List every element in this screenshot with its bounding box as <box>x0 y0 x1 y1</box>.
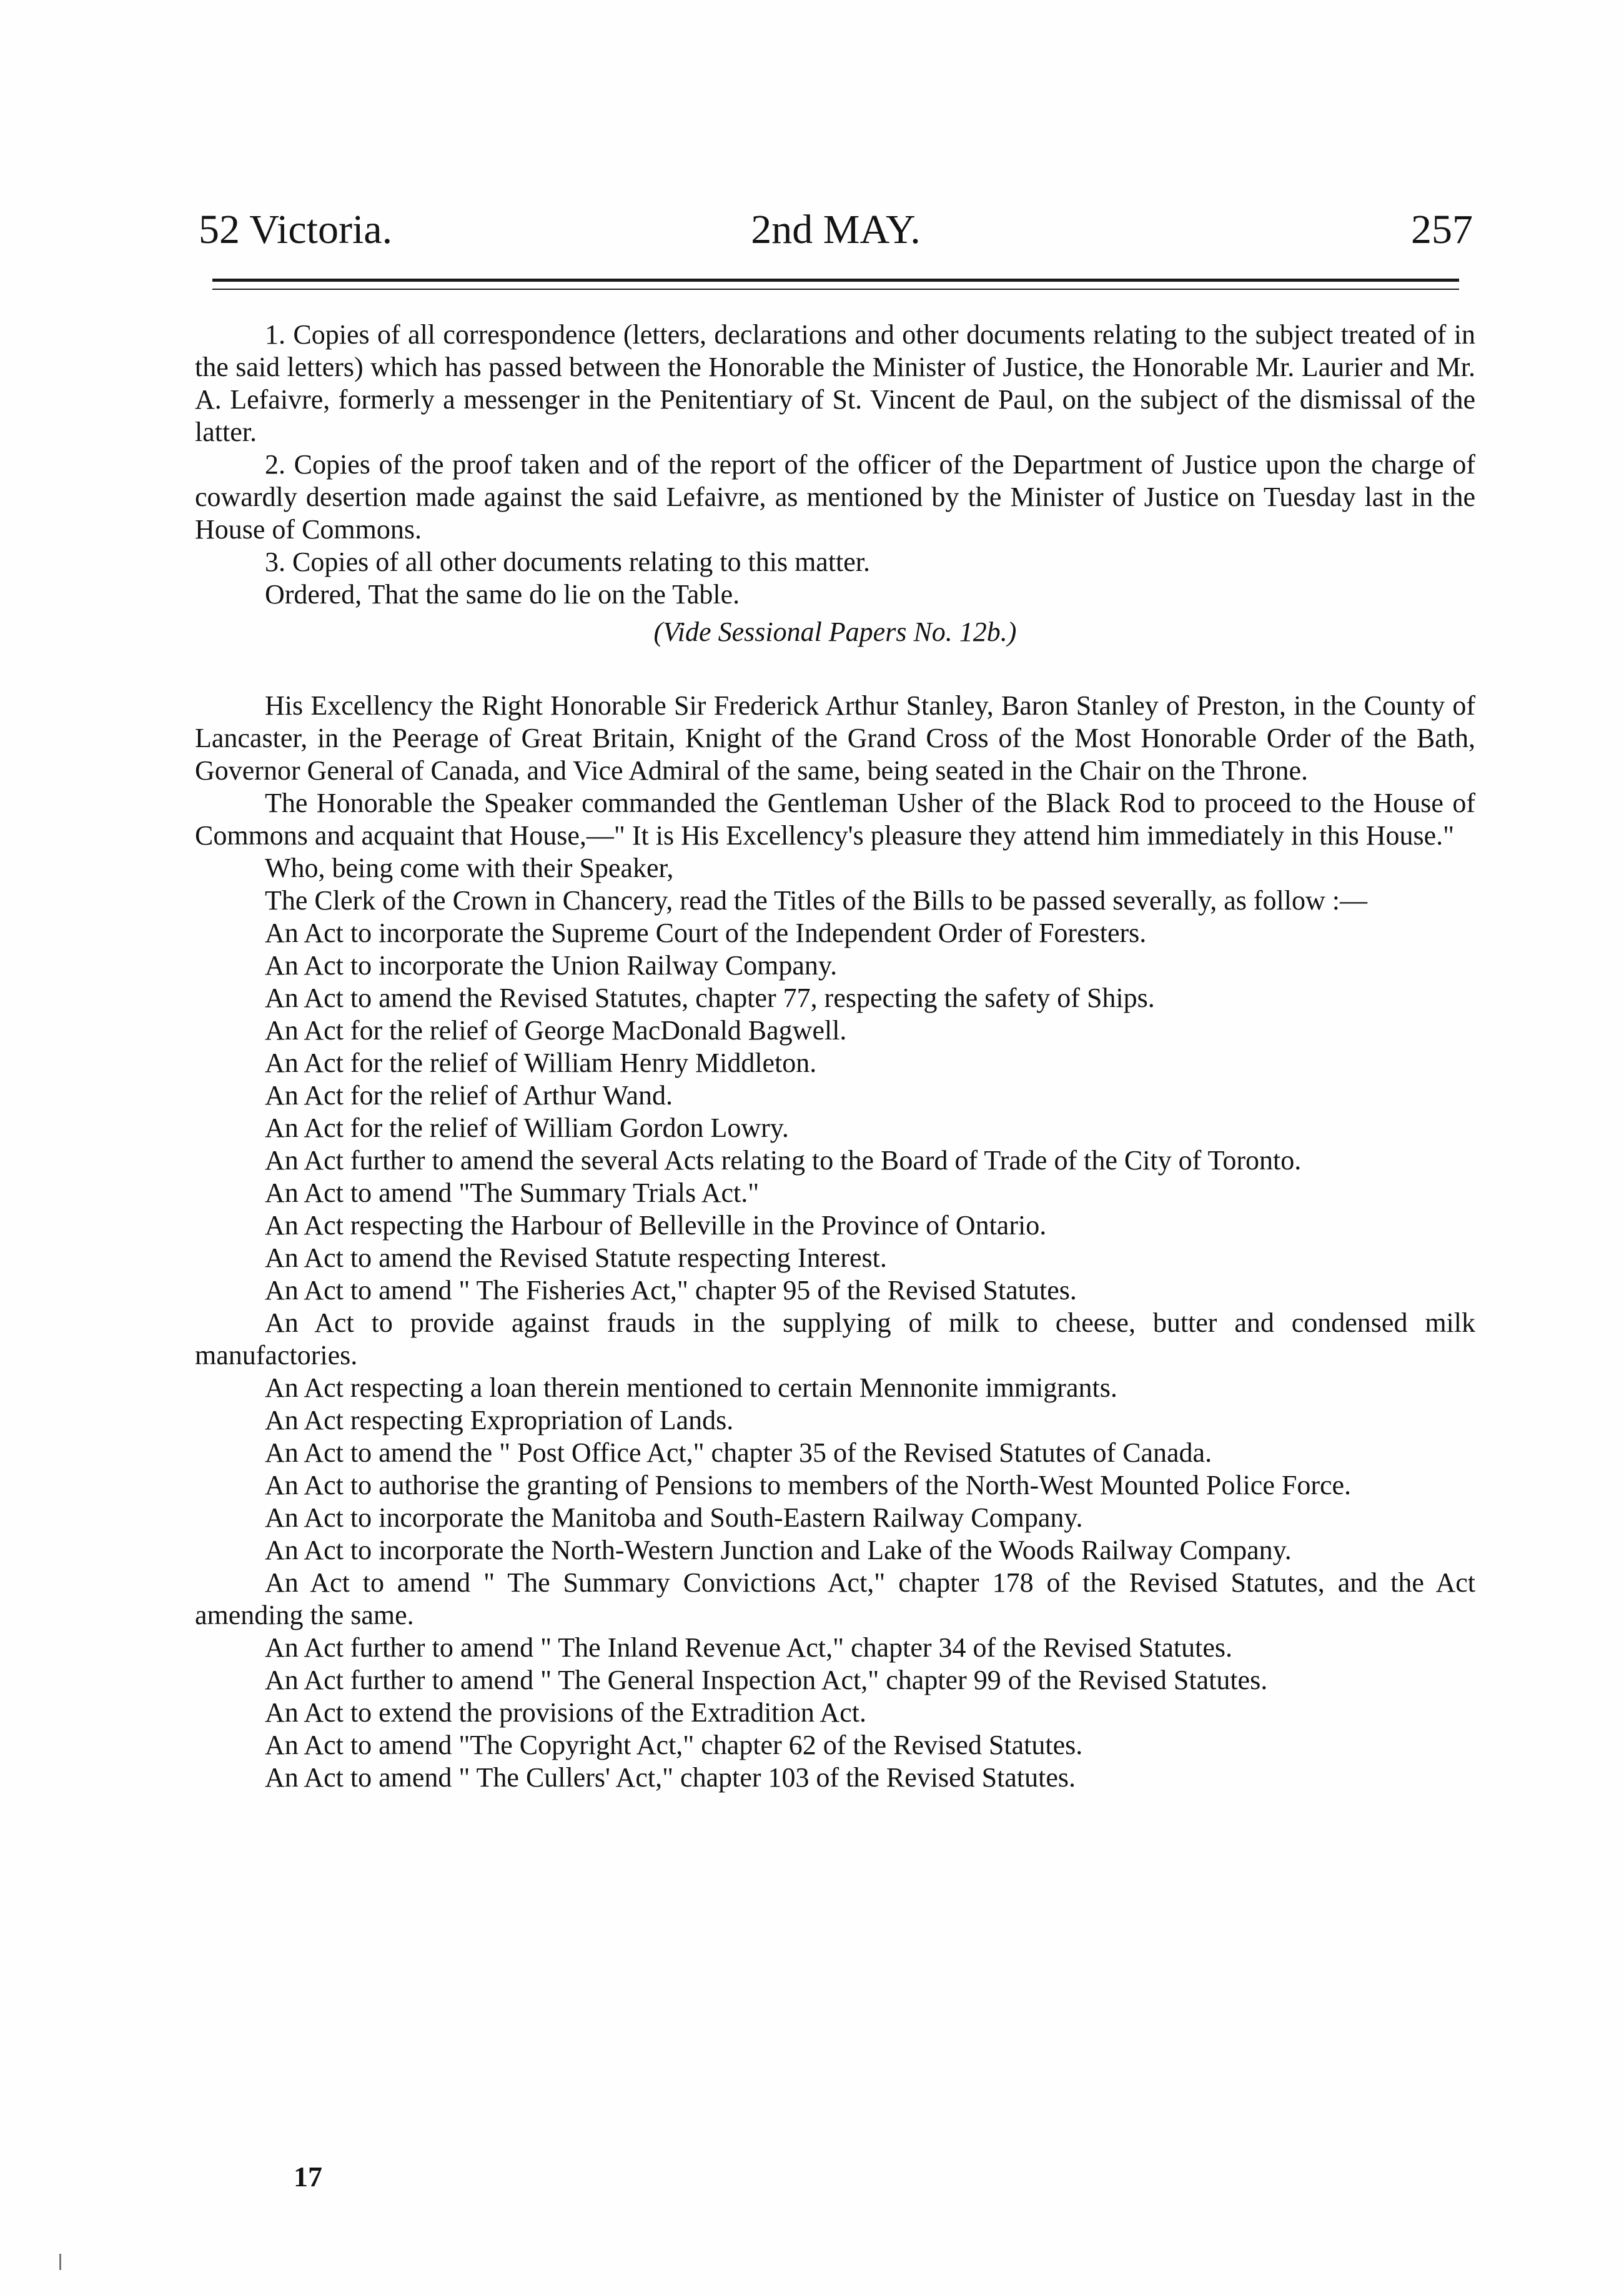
bill-item: An Act to amend "The Summary Trials Act." <box>265 1177 760 1208</box>
bill-item: An Act to incorporate the Supreme Court of the Independent Order of Foresters. <box>265 918 1147 948</box>
bill-item: An Act respecting a loan therein mentioned to certain Mennonite immigrants. <box>265 1372 1117 1403</box>
bill-item: An Act to extend the provisions of the Extradition Act. <box>265 1697 866 1728</box>
paragraph-copies-correspondence: 1. Copies of all correspondence (letters, declarations and other documents relating to the subject treated of in the said letters) which has passed between the Honorable the Minister of Justice, the Honorable Mr. Laurier and Mr. A. Lefaivre, formerly a messenger in the Penitentiary of St. Vincent de Paul, on the subject of the dismissal of the latter. <box>195 319 1475 447</box>
vide-reference <box>195 616 1475 648</box>
page-header <box>199 199 1473 267</box>
bill-item: An Act for the relief of William Gordon Lowry. <box>265 1113 789 1143</box>
page-body <box>195 319 1475 1794</box>
bill-item: An Act further to amend the several Acts relating to the Board of Trade of the City of Toronto. <box>265 1145 1302 1176</box>
bill-item: An Act to provide against frauds in the supplying of milk to cheese, butter and condensed milk manufactories. <box>195 1307 1475 1371</box>
bill-item: An Act for the relief of Arthur Wand. <box>265 1080 673 1111</box>
bill-item: An Act to amend the Revised Statutes, chapter 77, respecting the safety of Ships. <box>265 983 1155 1013</box>
paragraph-ordered: Ordered, That the same do lie on the Table. <box>265 579 740 610</box>
paragraph-governor-general: His Excellency the Right Honorable Sir Frederick Arthur Stanley, Baron Stanley of Preston, in the County of Lancaster, in the Peerage of Great Britain, Knight of the Grand Cross of the Most Honorable Order of the Bath, Governor General of Canada, and Vice Admiral of the same, being seated in the Chair on the Throne. <box>195 690 1475 786</box>
paragraph-speaker: Who, being come with their Speaker, <box>265 853 674 883</box>
header-rule-thin <box>212 289 1459 290</box>
bill-item: An Act further to amend " The General Inspection Act," chapter 99 of the Revised Statutes. <box>265 1665 1268 1695</box>
paragraph-black-rod: The Honorable the Speaker commanded the Gentleman Usher of the Black Rod to proceed to the House of Commons and acquaint that House,—" It is His Excellency's pleasure they attend him immediately in this House." <box>195 788 1475 851</box>
bill-item: An Act to amend the " Post Office Act," chapter 35 of the Revised Statutes of Canada. <box>265 1437 1212 1468</box>
header-rule-thick <box>212 279 1459 282</box>
bill-item: An Act respecting Expropriation of Lands. <box>265 1405 734 1435</box>
paragraph-copies-proof: 2. Copies of the proof taken and of the report of the officer of the Department of Justice upon the charge of cowardly desertion made against the said Lefaivre, as mentioned by the Minister of Justice on Tuesday last in the House of Commons. <box>195 449 1475 545</box>
bill-item: An Act to amend " The Cullers' Act," chapter 103 of the Revised Statutes. <box>265 1762 1076 1793</box>
bill-item: An Act to authorise the granting of Pensions to members of the North-West Mounted Police Force. <box>265 1470 1352 1500</box>
bill-item: An Act to incorporate the Union Railway Company. <box>265 950 838 981</box>
bill-item: An Act for the relief of George MacDonald Bagwell. <box>265 1015 847 1046</box>
vide-reference-text: (Vide Sessional Papers No. 12b.) <box>653 617 1017 647</box>
signature-mark: 17 <box>294 2161 322 2193</box>
bill-item: An Act to amend " The Fisheries Act," chapter 95 of the Revised Statutes. <box>265 1275 1077 1306</box>
bills-list <box>195 917 1475 1794</box>
paragraph-clerk: The Clerk of the Crown in Chancery, read the Titles of the Bills to be passed severally, as follow :— <box>265 885 1367 916</box>
bill-item: An Act to incorporate the North-Western Junction and Lake of the Woods Railway Company. <box>265 1535 1292 1565</box>
bill-item: An Act to amend the Revised Statute respecting Interest. <box>265 1242 887 1273</box>
bill-item: An Act to amend " The Summary Convictions Act," chapter 178 of the Revised Statutes, and the Act amending the same. <box>195 1567 1475 1630</box>
header-regnal-year: 52 Victoria. <box>199 207 393 252</box>
bill-item: An Act to incorporate the Manitoba and South-Eastern Railway Company. <box>265 1502 1083 1533</box>
page-speck <box>59 2254 61 2270</box>
bill-item: An Act respecting the Harbour of Belleville in the Province of Ontario. <box>265 1210 1047 1241</box>
page-number: 257 <box>1411 207 1473 252</box>
bill-item: An Act further to amend " The Inland Revenue Act," chapter 34 of the Revised Statutes. <box>265 1632 1233 1663</box>
paragraph-copies-other: 3. Copies of all other documents relating to this matter. <box>265 547 871 577</box>
bill-item: An Act to amend "The Copyright Act," chapter 62 of the Revised Statutes. <box>265 1730 1083 1760</box>
header-date: 2nd MAY. <box>751 207 921 252</box>
bill-item: An Act for the relief of William Henry Middleton. <box>265 1048 817 1078</box>
